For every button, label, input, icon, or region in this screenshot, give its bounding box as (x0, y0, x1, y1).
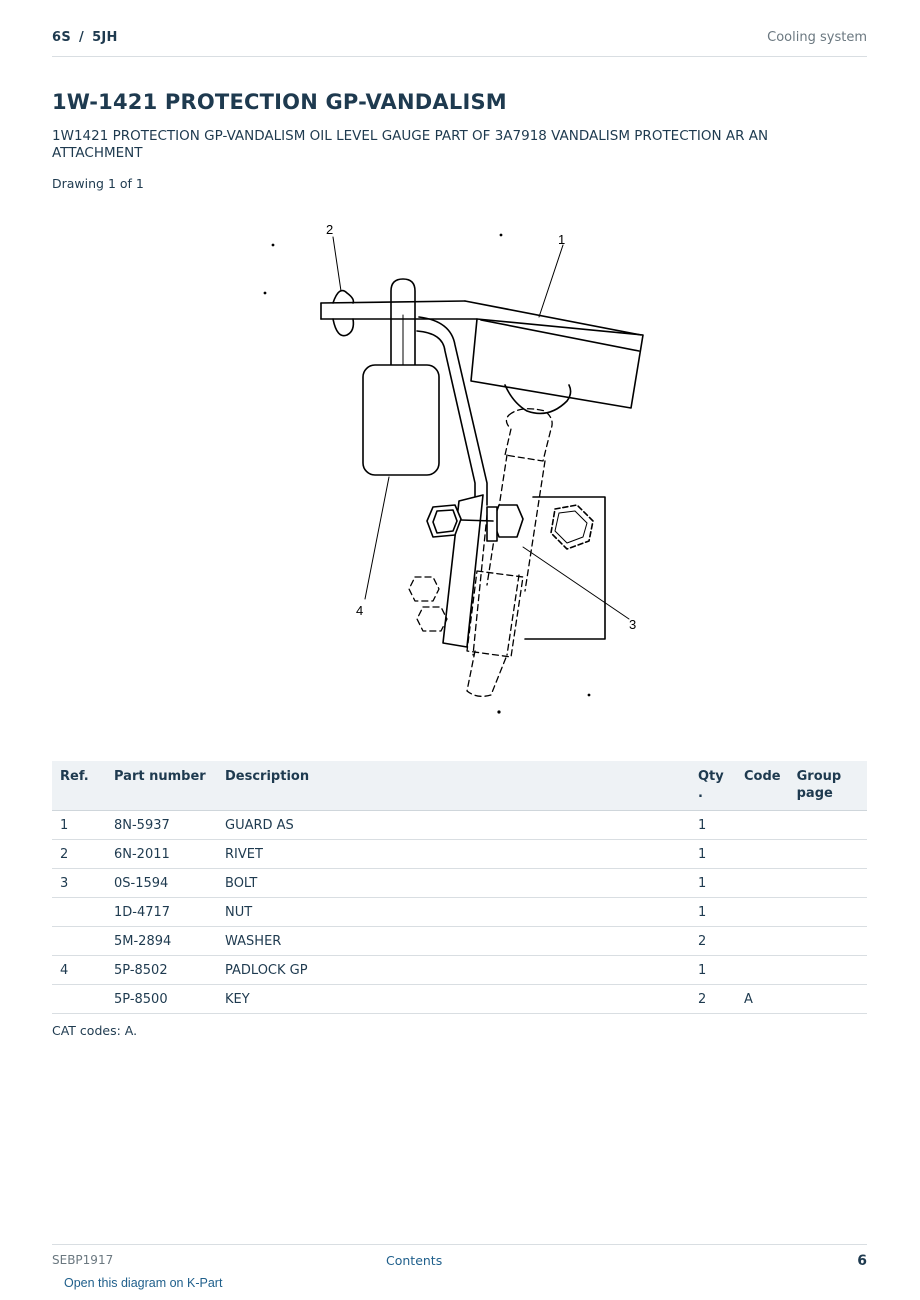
cell-group-page (789, 869, 867, 898)
header-group-page (789, 761, 867, 811)
breadcrumb (52, 30, 118, 45)
header-part-number: Part number (106, 761, 217, 811)
breadcrumb-serial: 5JH (92, 30, 118, 45)
callout-4: 4 (356, 603, 364, 618)
header-group-line1: Group (796, 769, 842, 784)
table-row (52, 869, 867, 898)
cell-qty: 1 (690, 840, 736, 869)
cell-part-number: 0S-1594 (106, 869, 217, 898)
header-group-line2: page (796, 786, 833, 801)
header-qty-line2: . (698, 786, 703, 801)
cell-code (736, 927, 789, 956)
cell-ref: 1 (52, 811, 106, 840)
page-subtitle: 1W1421 PROTECTION GP-VANDALISM OIL LEVEL GAUGE PART OF 3A7918 VANDALISM PROTECTION AR AN ATTACHMENT (52, 128, 769, 161)
cell-ref (52, 898, 106, 927)
page-header (52, 28, 867, 57)
document-id: SEBP1917 (52, 1253, 114, 1267)
table-header-row (52, 761, 867, 811)
table-row (52, 840, 867, 869)
callout-1: 1 (558, 232, 566, 247)
header-description: Description (217, 761, 690, 811)
contents-link[interactable]: Contents (386, 1253, 443, 1268)
cell-qty: 2 (690, 985, 736, 1014)
cell-group-page (789, 898, 867, 927)
cell-code (736, 956, 789, 985)
cell-description: PADLOCK GP (217, 956, 690, 985)
cell-group-page (789, 985, 867, 1014)
cell-code (736, 869, 789, 898)
cell-ref (52, 927, 106, 956)
cell-description: RIVET (217, 840, 690, 869)
cell-description: WASHER (217, 927, 690, 956)
diagram-illustration (255, 215, 665, 725)
drawing-count: Drawing 1 of 1 (52, 176, 144, 191)
parts-table (52, 761, 867, 1014)
breadcrumb-model: 6S (52, 30, 72, 45)
cell-description: BOLT (217, 869, 690, 898)
table-row (52, 898, 867, 927)
cell-description: NUT (217, 898, 690, 927)
cell-qty: 1 (690, 869, 736, 898)
section-name: Cooling system (767, 30, 867, 45)
cell-code (736, 811, 789, 840)
cell-qty: 1 (690, 811, 736, 840)
cell-ref (52, 985, 106, 1014)
cell-qty: 1 (690, 956, 736, 985)
breadcrumb-separator: / (79, 30, 85, 45)
table-row (52, 927, 867, 956)
cell-ref: 4 (52, 956, 106, 985)
cat-codes-note: CAT codes: A. (52, 1023, 138, 1038)
open-on-kpart-link[interactable]: Open this diagram on K-Part (64, 1276, 223, 1290)
cell-part-number: 5P-8500 (106, 985, 217, 1014)
header-code: Code (736, 761, 789, 811)
table-row (52, 956, 867, 985)
page-footer (52, 1244, 867, 1275)
cell-ref: 2 (52, 840, 106, 869)
cell-code (736, 840, 789, 869)
page-title: 1W-1421 PROTECTION GP-VANDALISM (52, 90, 507, 114)
cell-part-number: 1D-4717 (106, 898, 217, 927)
cell-qty: 2 (690, 927, 736, 956)
header-qty (690, 761, 736, 811)
cell-group-page (789, 956, 867, 985)
cell-part-number: 5P-8502 (106, 956, 217, 985)
cell-group-page (789, 840, 867, 869)
cell-description: KEY (217, 985, 690, 1014)
cell-part-number: 5M-2894 (106, 927, 217, 956)
cell-ref: 3 (52, 869, 106, 898)
cell-description: GUARD AS (217, 811, 690, 840)
callout-3: 3 (629, 617, 637, 632)
cell-group-page (789, 811, 867, 840)
page-number: 6 (857, 1253, 867, 1269)
table-row (52, 985, 867, 1014)
cell-code: A (736, 985, 789, 1014)
cell-part-number: 8N-5937 (106, 811, 217, 840)
cell-qty: 1 (690, 898, 736, 927)
header-ref: Ref. (52, 761, 106, 811)
cell-code (736, 898, 789, 927)
header-qty-line1: Qty (698, 769, 724, 784)
table-row (52, 811, 867, 840)
parts-diagram (255, 215, 665, 725)
cell-part-number: 6N-2011 (106, 840, 217, 869)
cell-group-page (789, 927, 867, 956)
callout-2: 2 (326, 222, 334, 237)
